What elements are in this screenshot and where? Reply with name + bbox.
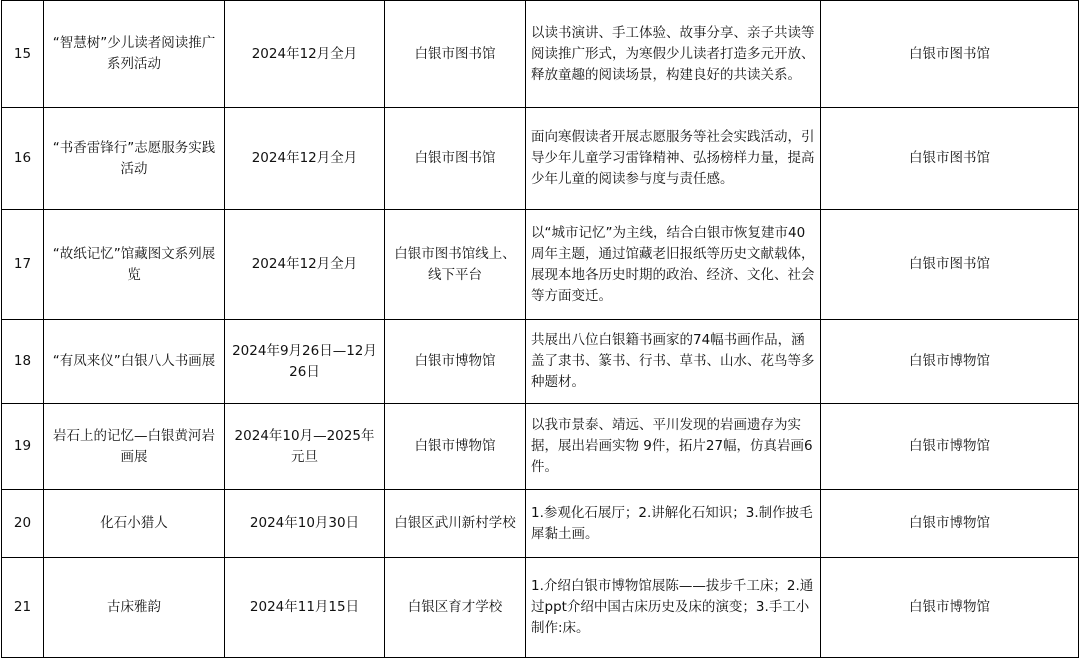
organizer: 白银市图书馆 [821, 108, 1079, 210]
organizer: 白银市博物馆 [821, 404, 1079, 490]
row-number: 20 [2, 490, 44, 558]
row-number: 21 [2, 558, 44, 658]
activity-time: 2024年10月—2025年元旦 [225, 404, 385, 490]
table-row [2, 558, 1079, 658]
activity-place: 白银市图书馆线上、线下平台 [385, 210, 526, 320]
activity-name: 化石小猎人 [44, 490, 225, 558]
activity-place: 白银市博物馆 [385, 320, 526, 404]
activity-content: 面向寒假读者开展志愿服务等社会实践活动，引导少年儿童学习雷锋精神、弘扬榜样力量，提高少年儿童的阅读参与度与责任感。 [526, 108, 821, 210]
activity-name: 古床雅韵 [44, 558, 225, 658]
activity-content: 以我市景泰、靖远、平川发现的岩画遗存为实据，展出岩画实物 9件，拓片27幅，仿真岩画6件。 [526, 404, 821, 490]
activity-time: 2024年12月全月 [225, 210, 385, 320]
activity-content: 1.介绍白银市博物馆展陈——拔步千工床；2.通过ppt介绍中国古床历史及床的演变；3.手工小制作:床。 [526, 558, 821, 658]
activity-content: 以“城市记忆”为主线，结合白银市恢复建市40周年主题，通过馆藏老旧报纸等历史文献载体，展现本地各历史时期的政治、经济、文化、社会等方面变迁。 [526, 210, 821, 320]
row-number: 19 [2, 404, 44, 490]
activity-content: 共展出八位白银籍书画家的74幅书画作品，涵盖了隶书、篆书、行书、草书、山水、花鸟等多种题材。 [526, 320, 821, 404]
activity-time: 2024年10月30日 [225, 490, 385, 558]
table-row [2, 404, 1079, 490]
activity-place: 白银市博物馆 [385, 404, 526, 490]
table-row [2, 1, 1079, 108]
table-row [2, 490, 1079, 558]
organizer: 白银市图书馆 [821, 1, 1079, 108]
activity-name: “智慧树”少儿读者阅读推广系列活动 [44, 1, 225, 108]
activity-time: 2024年12月全月 [225, 1, 385, 108]
activity-name: 岩石上的记忆—白银黄河岩画展 [44, 404, 225, 490]
activity-name: “故纸记忆”馆藏图文系列展览 [44, 210, 225, 320]
table-row [2, 108, 1079, 210]
activity-place: 白银市图书馆 [385, 108, 526, 210]
row-number: 16 [2, 108, 44, 210]
row-number: 17 [2, 210, 44, 320]
organizer: 白银市博物馆 [821, 320, 1079, 404]
activity-name: “书香雷锋行”志愿服务实践活动 [44, 108, 225, 210]
activity-place: 白银区武川新村学校 [385, 490, 526, 558]
activity-place: 白银区育才学校 [385, 558, 526, 658]
row-number: 15 [2, 1, 44, 108]
activity-content: 1.参观化石展厅；2.讲解化石知识；3.制作披毛犀黏土画。 [526, 490, 821, 558]
activity-time: 2024年12月全月 [225, 108, 385, 210]
row-number: 18 [2, 320, 44, 404]
activity-name: “有凤来仪”白银八人书画展 [44, 320, 225, 404]
organizer: 白银市博物馆 [821, 490, 1079, 558]
activity-table [1, 0, 1079, 658]
activity-time: 2024年9月26日—12月26日 [225, 320, 385, 404]
activity-time: 2024年11月15日 [225, 558, 385, 658]
activity-content: 以读书演讲、手工体验、故事分享、亲子共读等阅读推广形式，为寒假少儿读者打造多元开放、释放童趣的阅读场景，构建良好的共读关系。 [526, 1, 821, 108]
table-row [2, 320, 1079, 404]
organizer: 白银市图书馆 [821, 210, 1079, 320]
organizer: 白银市博物馆 [821, 558, 1079, 658]
table-row [2, 210, 1079, 320]
activity-place: 白银市图书馆 [385, 1, 526, 108]
